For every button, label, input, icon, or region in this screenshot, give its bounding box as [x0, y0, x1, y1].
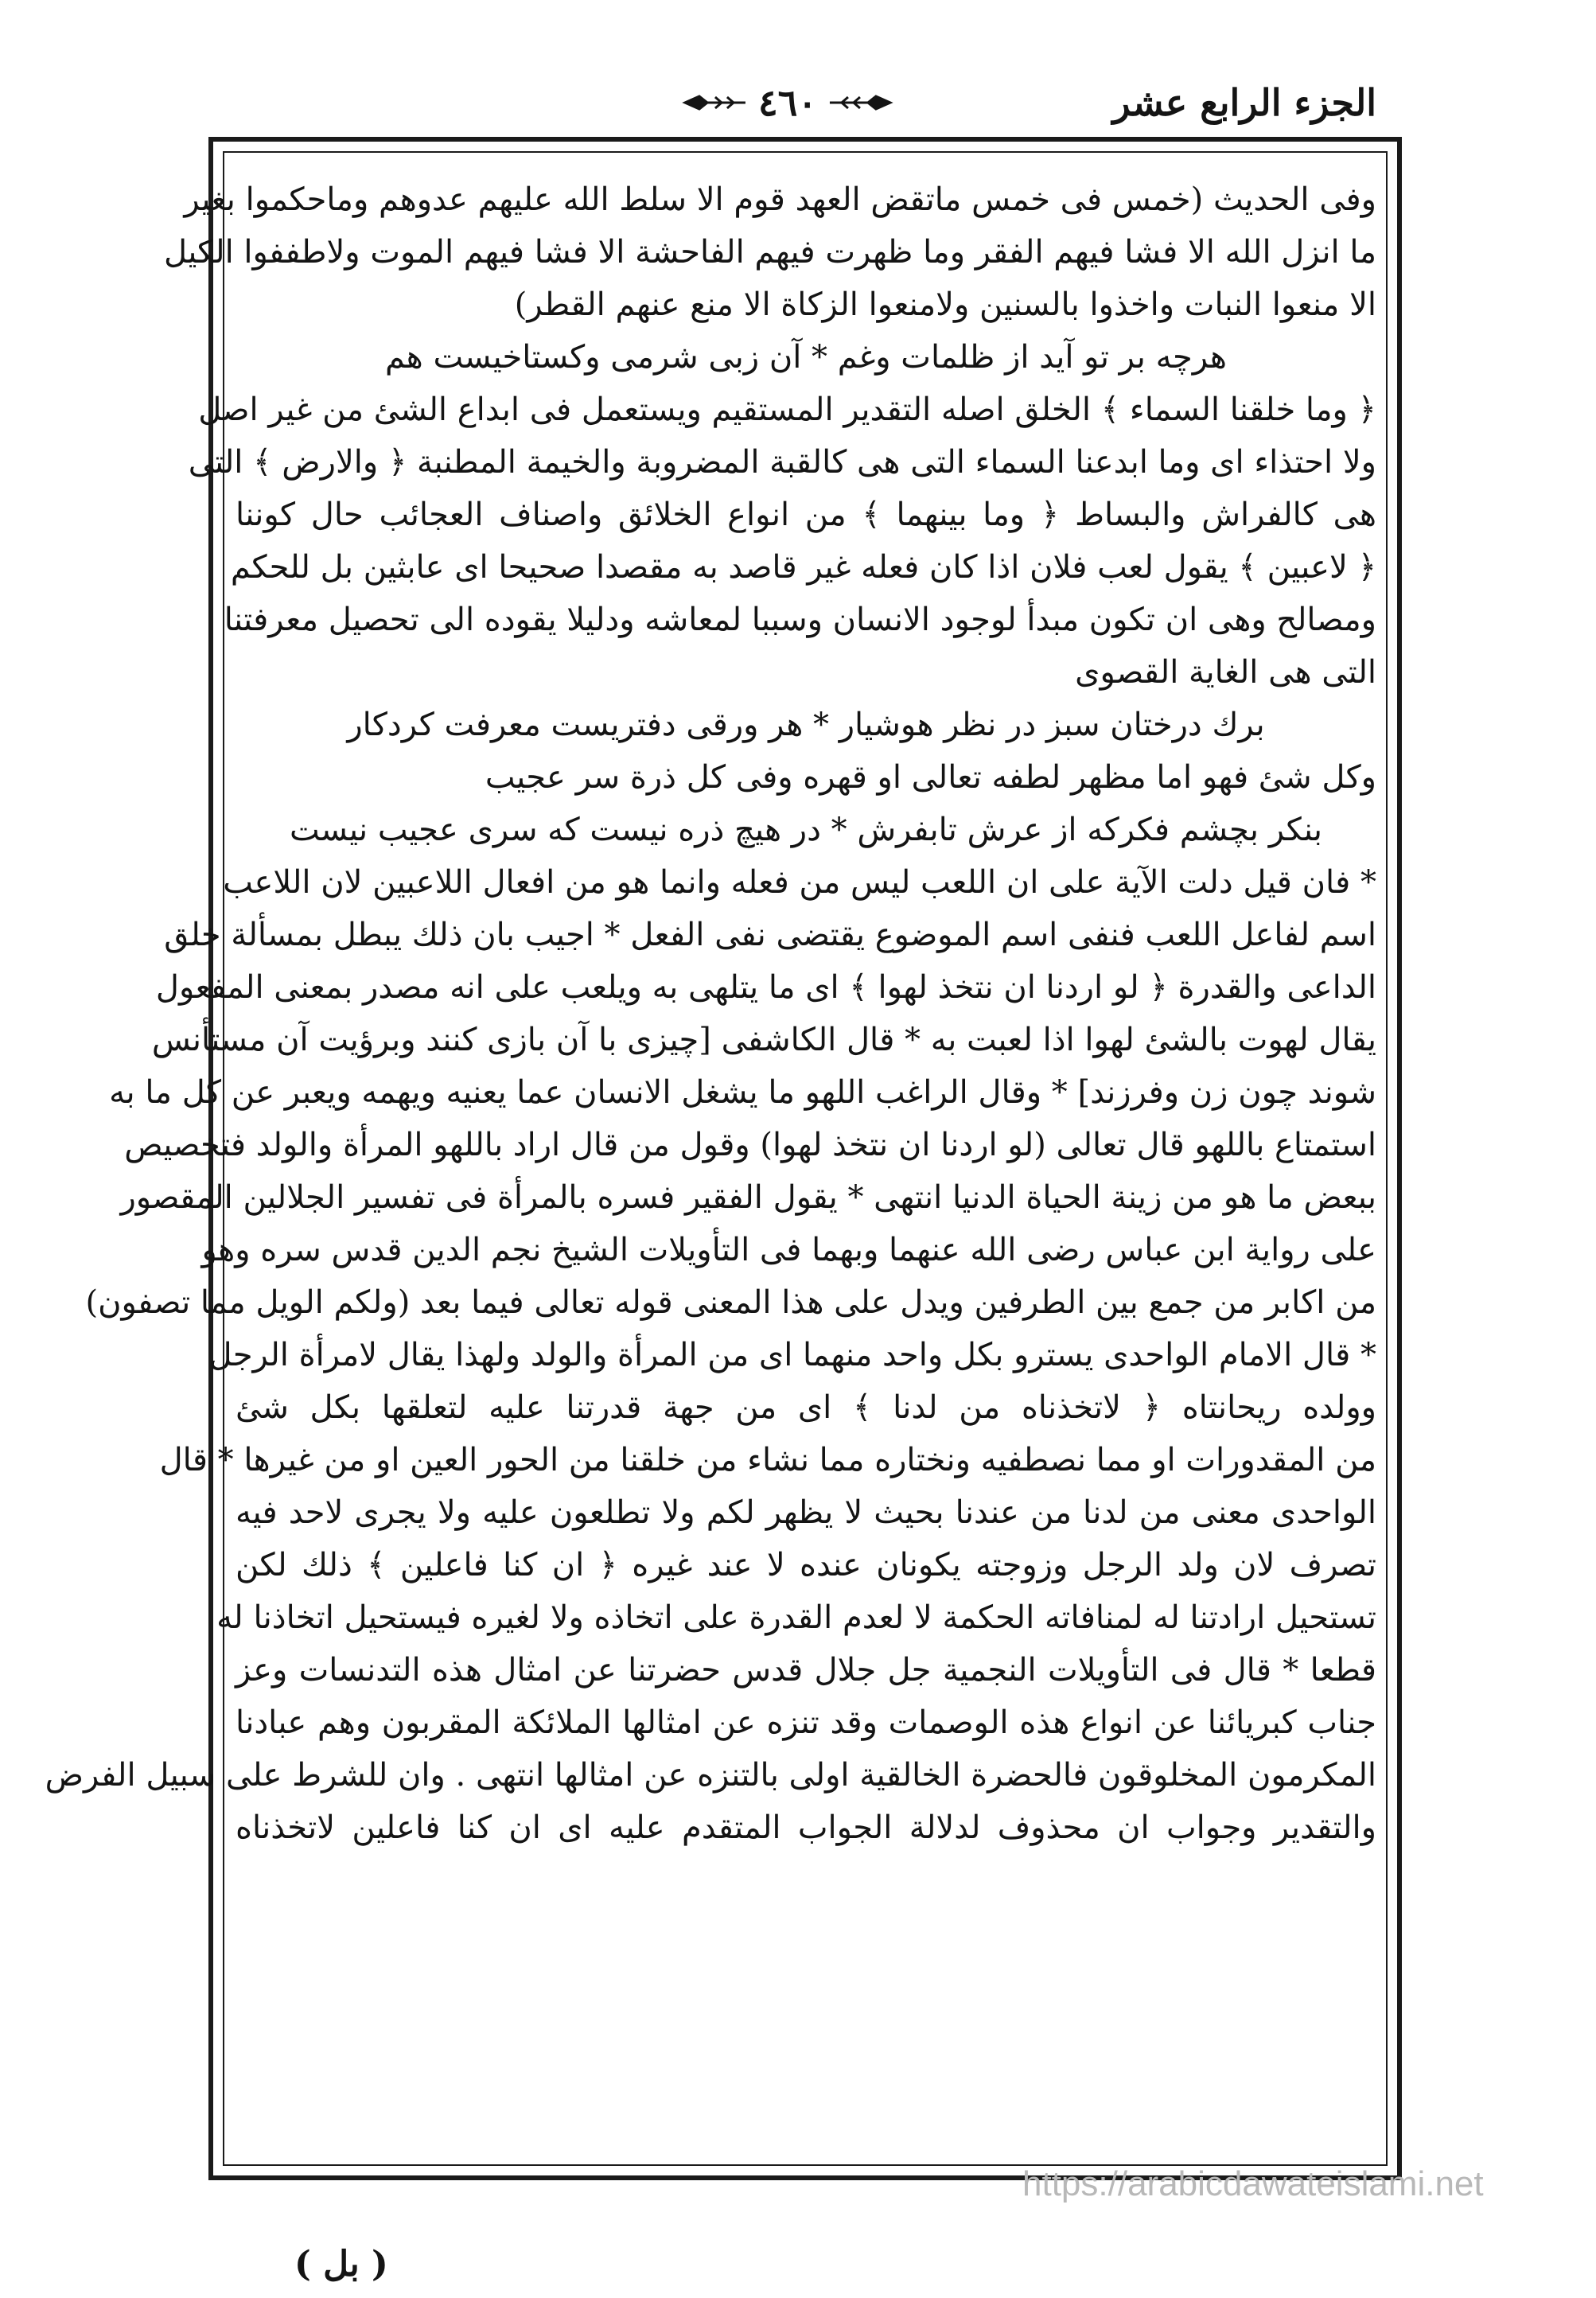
text-line: تصرف لان ولد الرجل وزوجته يكونان عنده لا عند غيره ﴿ ان كنا فاعلين ﴾ ذلك لكن	[236, 1547, 1376, 1583]
page-number	[683, 81, 892, 124]
text-line: وفى الحديث (خمس فى خمس ماتقض العهد قوم الا سلط الله عليهم عدوهم وماحكموا بغير	[184, 181, 1376, 218]
page-header	[199, 73, 1376, 137]
text-line: شوند چون زن وفرزند] * وقال الراغب اللهو ما يشغل الانسان عما يعنيه ويهمه ويعبر عن كل ما به	[109, 1074, 1376, 1111]
catchword: ( بل )	[294, 2244, 388, 2284]
text-line: وولده ريحانتاه ﴿ لاتخذناه من لدنا ﴾ اى من جهة قدرتنا عليه لتعلقها بكل شئ	[236, 1389, 1376, 1426]
main-text	[45, 173, 1391, 1854]
text-line: هى كالفراش والبساط ﴿ وما بينهما ﴾ من انواع الخلائق واصناف العجائب حال كوننا	[236, 497, 1376, 533]
text-line: * قال الامام الواحدى يسترو بكل واحد منهما اى من المرأة والولد ولهذا يقال لامرأة الرجل	[208, 1337, 1376, 1373]
text-line: وكل شئ فهو اما مظهر لطفه تعالى او قهره وفى كل ذرة سر عجيب	[485, 759, 1376, 796]
text-line: المكرمون المخلوقون فالحضرة الخالقية اولى بالتنزه عن امثالها انتهى . وان للشرط على سبيل الفرض	[45, 1757, 1376, 1794]
watermark-url: https://arabicdawateislami.net	[1022, 2164, 1484, 2203]
text-line: الا منعوا النبات واخذوا بالسنين ولامنعوا الزكاة الا منع عنهم القطر)	[514, 286, 1376, 323]
ornament-left-icon	[683, 94, 747, 111]
text-line: والتقدير وجواب ان محذوف لدلالة الجواب المتقدم عليه اى ان كنا فاعلين لاتخذناه	[236, 1809, 1376, 1846]
text-line: قطعا * قال فى التأويلات النجمية جل جلال قدس حضرتنا عن امثال هذه التدنسات وعز	[236, 1652, 1376, 1688]
text-line: على رواية ابن عباس رضى الله عنهما وبهما فى التأويلات الشيخ نجم الدين قدس سره وهو	[201, 1232, 1376, 1268]
verse-line: برك درختان سبز در نظر هوشيار * هر ورقى دفتريست معرفت كردكار	[347, 707, 1265, 743]
text-line: ﴿ لاعبين ﴾ يقول لعب فلان اذا كان فعله غير قاصد به مقصدا صحيحا اى عابثين بل للحكم	[230, 549, 1376, 586]
text-line: يقال لهوت بالشئ لهوا اذا لعبت به * قال الكاشفى [چيزى با آن بازى كنند وبرؤيت آن مستأنس	[151, 1022, 1376, 1058]
verse-line: بنكر بچشم فكركه از عرش تابفرش * در هيچ ذره نيست كه سرى عجيب نيست	[289, 812, 1323, 848]
text-line: اسم لفاعل اللعب فنفى اسم الموضوع يقتضى نفى الفعل * اجيب بان ذلك يبطل بمسألة خلق	[164, 917, 1376, 953]
part-title: الجزء الرابع عشر	[1112, 81, 1376, 124]
text-line: استمتاع باللهو قال تعالى (لو اردنا ان نتخذ لهوا) وقول من قال اراد باللهو المرأة والولد فتخصيص	[124, 1127, 1376, 1163]
ornament-right-icon	[828, 94, 892, 111]
text-line: التى هى الغاية القصوى	[1075, 654, 1376, 691]
text-line: من اكابر من جمع بين الطرفين ويدل على هذا المعنى قوله تعالى فيما بعد (ولكم الويل مما تصفون)	[85, 1284, 1376, 1321]
text-line: ما انزل الله الا فشا فيهم الفقر وما ظهرت فيهم الفاحشة الا فشا فيهم الموت ولاطففوا الكيل	[163, 234, 1376, 271]
text-line: جناب كبريائنا عن انواع هذه الوصمات وقد تنزه عن امثالها الملائكة المقربون وهم عبادنا	[236, 1704, 1376, 1741]
verse-line: هرچه بر تو آيد از ظلمات وغم * آن زبى شرمى وكستاخيست هم	[385, 339, 1227, 376]
text-line: ومصالح وهى ان تكون مبدأ لوجود الانسان وسببا لمعاشه ودليلا يقوده الى تحصيل معرفتنا	[224, 602, 1376, 638]
text-line: الواحدى معنى من لدنا من عندنا بحيث لا يظهر لكم ولا تطلعون عليه ولا يجرى لاحد فيه	[236, 1494, 1376, 1531]
page-number-text: ٤٦٠	[757, 81, 818, 124]
text-line: ولا احتذاء اى وما ابدعنا السماء التى هى كالقبة المضروبة والخيمة المطنبة ﴿ والارض ﴾ التى	[188, 444, 1376, 481]
text-line: * فان قيل دلت الآية على ان اللعب ليس من فعله وانما هو من افعال اللاعبين لان اللاعب	[223, 864, 1376, 901]
text-line: من المقدورات او مما نصطفيه ونختاره مما نشاء من خلقنا من الحور العين او من غيرها * قال	[159, 1442, 1376, 1478]
text-line: الداعى والقدرة ﴿ لو اردنا ان نتخذ لهوا ﴾ اى ما يتلهى به ويلعب على انه مصدر بمعنى المفعول	[155, 969, 1376, 1006]
text-line: تستحيل ارادتنا له لمنافاته الحكمة لا لعدم القدرة على اتخاذه ولا لغيره فيستحيل اتخاذنا له	[216, 1599, 1376, 1636]
text-line: ﴿ وما خلقنا السماء ﴾ الخلق اصله التقدير المستقيم ويستعمل فى ابداع الشئ من غير اصل	[198, 391, 1376, 428]
text-line: ببعض ما هو من زينة الحياة الدنيا انتهى * يقول الفقير فسره بالمرأة فى تفسير الجلالين المقصور	[120, 1179, 1376, 1216]
